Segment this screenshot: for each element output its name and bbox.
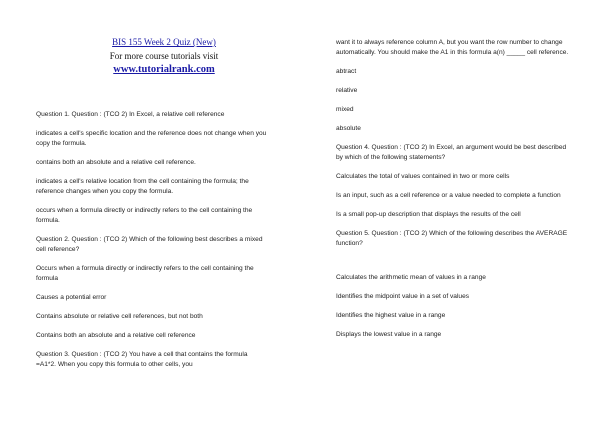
question-2: Question 2. Question : (TCO 2) Which of the following best describes a mixed cell reference?	[36, 236, 263, 253]
question-5-option-1: Calculates the arithmetic mean of values in a range	[336, 274, 486, 281]
question-4-option-3: Is a small pop-up description that displays the results of the cell	[336, 211, 521, 218]
question-2-option-2: Causes a potential error	[36, 294, 107, 301]
tutorial-site-link[interactable]: www.tutorialrank.com	[113, 64, 215, 75]
question-4-option-2: Is an input, such as a cell reference or a value needed to complete a function	[336, 192, 561, 199]
document-header	[36, 36, 292, 77]
question-4: Question 4. Question : (TCO 2) In Excel, an argument would be best described by which of the following statements?	[336, 144, 567, 161]
question-1-option-4: occurs when a formula directly or indirectly refers to the cell containing the formula.	[36, 207, 253, 224]
question-1: Question 1. Question : (TCO 2) In Excel, a relative cell reference	[36, 111, 225, 118]
question-5-option-2: Identifies the midpoint value in a set of values	[336, 293, 470, 300]
right-column	[336, 38, 572, 349]
document-subtitle: For more course tutorials visit	[109, 51, 219, 61]
question-5: Question 5. Question : (TCO 2) Which of the following describes the AVERAGE function?	[336, 230, 568, 247]
question-3-option-4: absolute	[336, 125, 361, 132]
question-1-option-2: contains both an absolute and a relative cell reference.	[36, 159, 196, 166]
question-5-option-4: Displays the lowest value in a range	[336, 331, 442, 338]
question-1-option-3: indicates a cell's relative location from the cell containing the formula; the reference changes when you copy the formula.	[36, 178, 249, 195]
question-2-option-4: Contains both an absolute and a relative cell reference	[36, 332, 196, 339]
question-3: Question 3. Question : (TCO 2) You have a cell that contains the formula =A1*2. When you copy this formula to other cells, you	[36, 351, 248, 368]
question-3-continued: want it to always reference column A, but you want the row number to change automatically. You should make the A1 in this formula a(n) _____ cell reference.	[336, 39, 569, 56]
question-4-option-1: Calculates the total of values contained in two or more cells	[336, 173, 510, 180]
question-3-option-3: mixed	[336, 106, 354, 113]
question-2-option-3: Contains absolute or relative cell references, but not both	[36, 313, 203, 320]
left-column	[36, 110, 268, 379]
question-2-option-1: Occurs when a formula directly or indirectly refers to the cell containing the formula	[36, 265, 254, 282]
question-1-option-1: indicates a cell's specific location and the reference does not change when you copy the formula.	[36, 130, 267, 147]
document-title-link[interactable]: BIS 155 Week 2 Quiz (New)	[112, 37, 216, 47]
question-5-option-3: Identifies the highest value in a range	[336, 312, 446, 319]
question-3-option-1: abtract	[336, 68, 357, 75]
question-3-option-2: relative	[336, 87, 358, 94]
